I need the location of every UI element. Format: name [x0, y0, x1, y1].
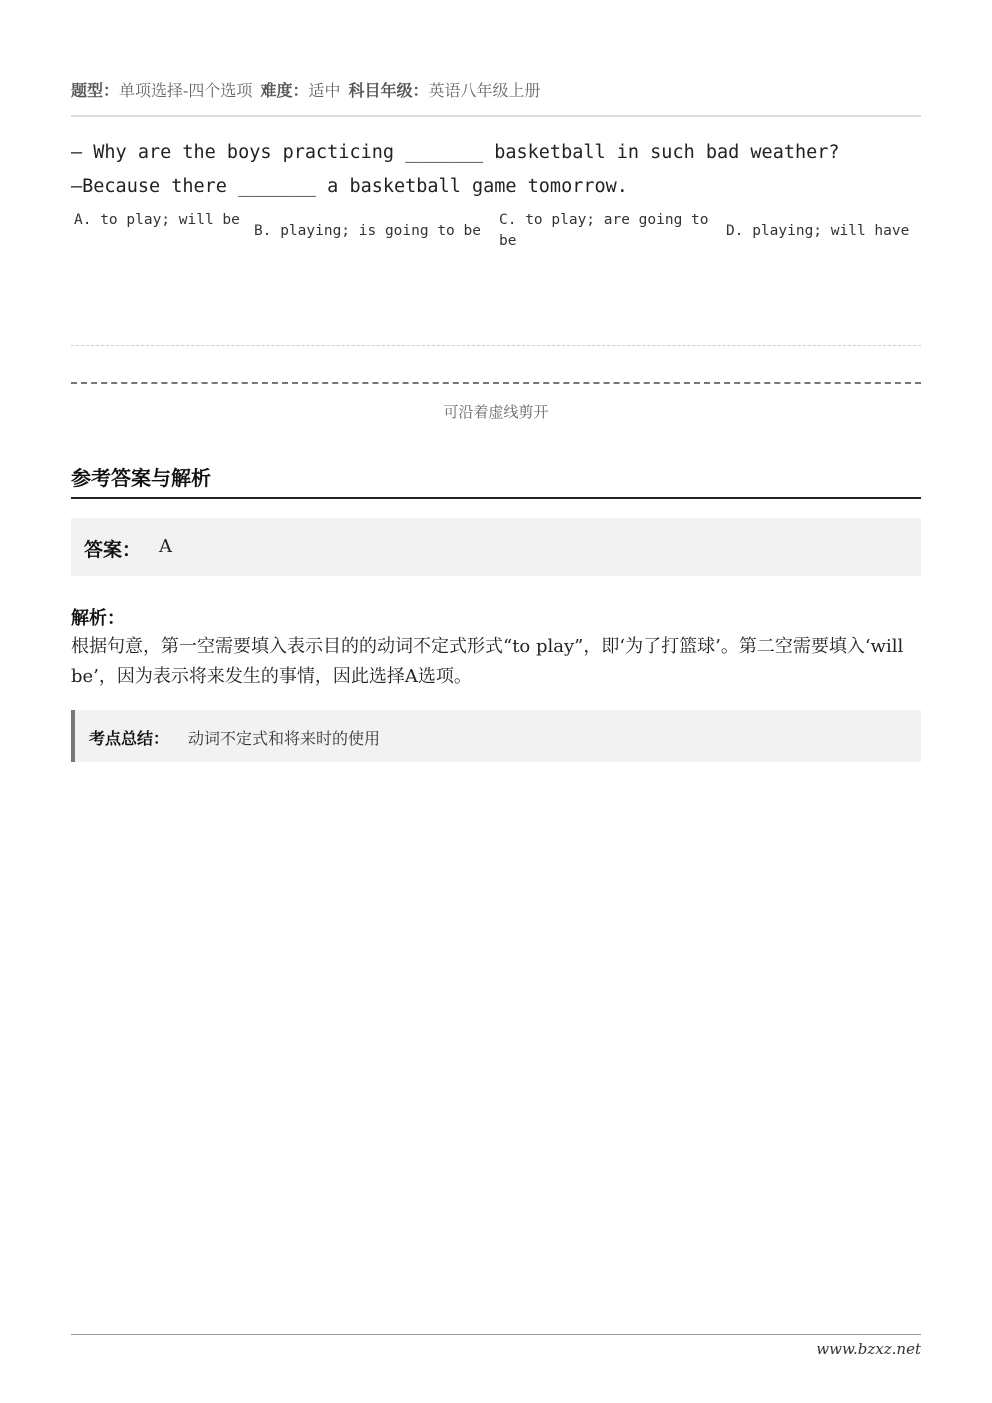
option-a: A. to play; will be — [74, 212, 240, 228]
answer-options — [71, 210, 921, 252]
dashed-divider-light — [71, 345, 921, 346]
analysis-text: 根据句意，第一空需要填入表示目的的动词不定式形式“to play”，即‘为了打篮球’。第二空需要填入‘will be’，因为表示将来发生的事情，因此选择A选项。 — [71, 636, 904, 687]
difficulty-label: 难度： — [260, 81, 309, 100]
section-divider — [71, 497, 921, 499]
question-line-2: —Because there _______ a basketball game tomorrow. — [71, 176, 628, 197]
footer-divider — [71, 1334, 921, 1335]
cut-hint: 可沿着虚线剪开 — [443, 403, 549, 421]
footer-url[interactable]: www.bzxz.net — [816, 1340, 921, 1358]
key-point-label: 考点总结： — [89, 729, 170, 748]
question-line-1: — Why are the boys practicing _______ basketball in such bad weather? — [71, 142, 840, 163]
meta-divider — [71, 115, 921, 117]
subject-value: 英语八年级上册 — [428, 81, 541, 100]
key-point-box — [71, 710, 921, 762]
type-label: 题型： — [71, 81, 120, 100]
question-meta — [71, 78, 921, 101]
type-value: 单项选择-四个选项 — [119, 81, 253, 100]
key-point-value: 动词不定式和将来时的使用 — [188, 729, 381, 748]
cut-line — [71, 382, 921, 384]
answer-value: A — [159, 536, 172, 557]
section-title: 参考答案与解析 — [71, 466, 211, 490]
subject-label: 科目年级： — [348, 81, 429, 100]
option-c: C. to play; are going to be — [499, 212, 709, 249]
difficulty-value: 适中 — [308, 81, 341, 100]
answer-label: 答案： — [84, 539, 142, 561]
answer-box — [71, 518, 921, 576]
option-d: D. playing; will have — [726, 223, 910, 239]
analysis-label: 解析： — [71, 608, 125, 629]
option-b: B. playing; is going to be — [254, 223, 481, 239]
